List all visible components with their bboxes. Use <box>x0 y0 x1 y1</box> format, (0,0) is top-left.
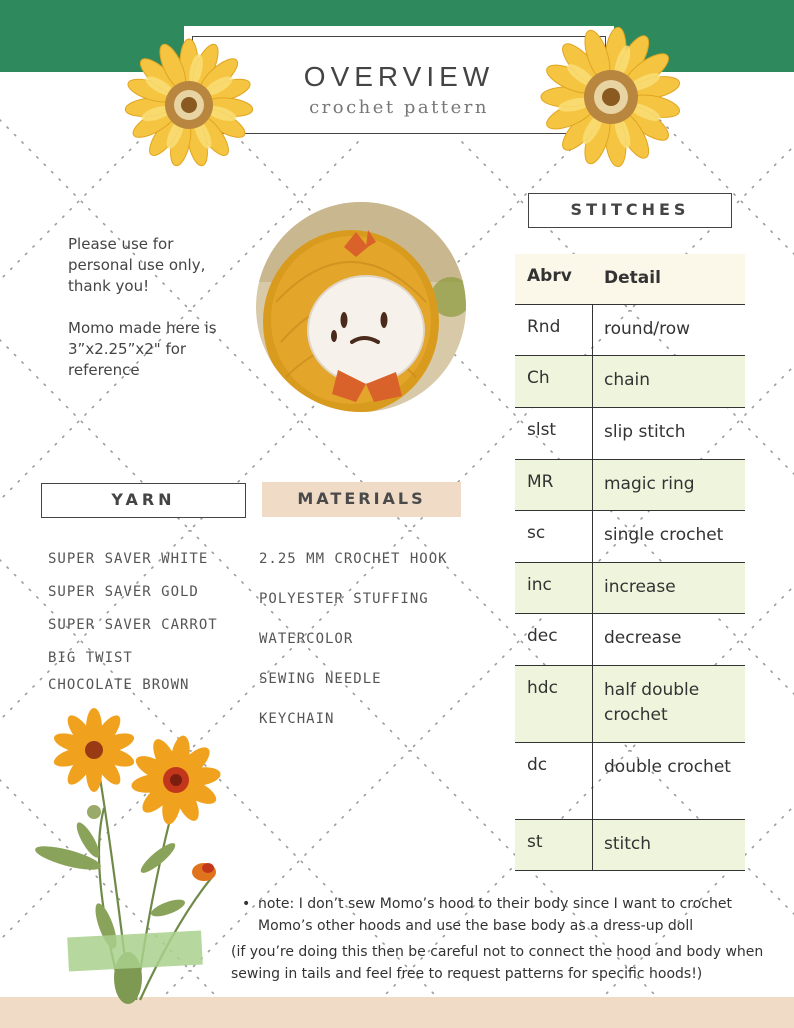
table-row <box>515 563 745 614</box>
stitch-detail: stitch <box>604 834 652 854</box>
stitch-abrv: st <box>515 820 593 870</box>
list-item: SUPER SAVER CARROT <box>48 617 218 633</box>
hood-note <box>242 893 772 937</box>
list-item: 2.25 MM CROCHET HOOK <box>259 551 448 567</box>
wildflower-bouquet-illustration <box>18 708 230 1008</box>
yarn-header: YARN <box>41 483 246 518</box>
stitch-detail: slip stitch <box>604 422 686 442</box>
list-item: POLYESTER STUFFING <box>259 591 429 607</box>
hood-note-text: note: I don’t sew Momo’s hood to their body since I want to crochet Momo’s other hoods and use the base body as a dress-up doll <box>258 896 732 934</box>
stitch-detail: round/row <box>604 319 691 339</box>
stitch-abrv: Ch <box>515 356 593 407</box>
stitch-abrv: Rnd <box>515 305 593 355</box>
stitch-abrv: dc <box>515 743 593 819</box>
stitch-detail: single crochet <box>604 525 724 545</box>
sunflower-right-illustration <box>540 26 682 168</box>
stitch-detail: magic ring <box>604 474 695 494</box>
list-item: CHOCOLATE BROWN <box>48 677 190 693</box>
stitch-abrv: sc <box>515 511 593 562</box>
page-title: OVERVIEW <box>303 61 495 92</box>
usage-note <box>68 234 238 402</box>
table-row <box>515 666 745 743</box>
stitch-detail: chain <box>604 370 651 390</box>
list-item: SUPER SAVER WHITE <box>48 551 209 567</box>
stitch-abrv: dec <box>515 614 593 665</box>
stitch-detail: increase <box>604 577 676 597</box>
table-header-row <box>515 254 745 305</box>
bullet-icon: • <box>242 896 251 912</box>
stitches-table <box>515 254 745 871</box>
list-item: SUPER SAVER GOLD <box>48 584 199 600</box>
stitch-detail: double crochet <box>604 757 731 777</box>
column-header-abrv: Abrv <box>527 266 572 286</box>
list-item: WATERCOLOR <box>259 631 354 647</box>
table-row <box>515 743 745 820</box>
personal-use-note: Please use for personal use only, thank you! <box>68 235 206 295</box>
table-row <box>515 460 745 511</box>
stitch-detail: decrease <box>604 628 682 648</box>
column-header-detail: Detail <box>604 268 661 288</box>
table-row <box>515 614 745 666</box>
list-item: KEYCHAIN <box>259 711 335 727</box>
table-row <box>515 511 745 563</box>
stitch-abrv: inc <box>515 563 593 613</box>
stitch-abrv: hdc <box>515 666 593 742</box>
materials-list <box>259 546 479 746</box>
table-row <box>515 356 745 408</box>
list-item: SEWING NEEDLE <box>259 671 382 687</box>
size-reference-note: Momo made here is 3”x2.25”x2" for reference <box>68 319 217 379</box>
stitches-header: STITCHES <box>528 193 732 228</box>
list-item: BIG TWIST <box>48 650 133 666</box>
table-row <box>515 305 745 356</box>
sunflower-left-illustration <box>124 38 254 168</box>
stitch-abrv: MR <box>515 460 593 510</box>
stitch-abrv: slst <box>515 408 593 459</box>
sewing-tip-note: (if you’re doing this then be careful not to connect the hood and body when sewing in tails and feel free to request patterns for specific hoods!) <box>231 944 764 982</box>
stitch-detail: half double crochet <box>604 680 700 725</box>
table-row <box>515 820 745 871</box>
page-subtitle: crochet pattern <box>309 97 489 118</box>
materials-header: MATERIALS <box>262 482 461 517</box>
table-row <box>515 408 745 460</box>
momo-photo <box>256 202 466 412</box>
yarn-list <box>48 546 248 699</box>
